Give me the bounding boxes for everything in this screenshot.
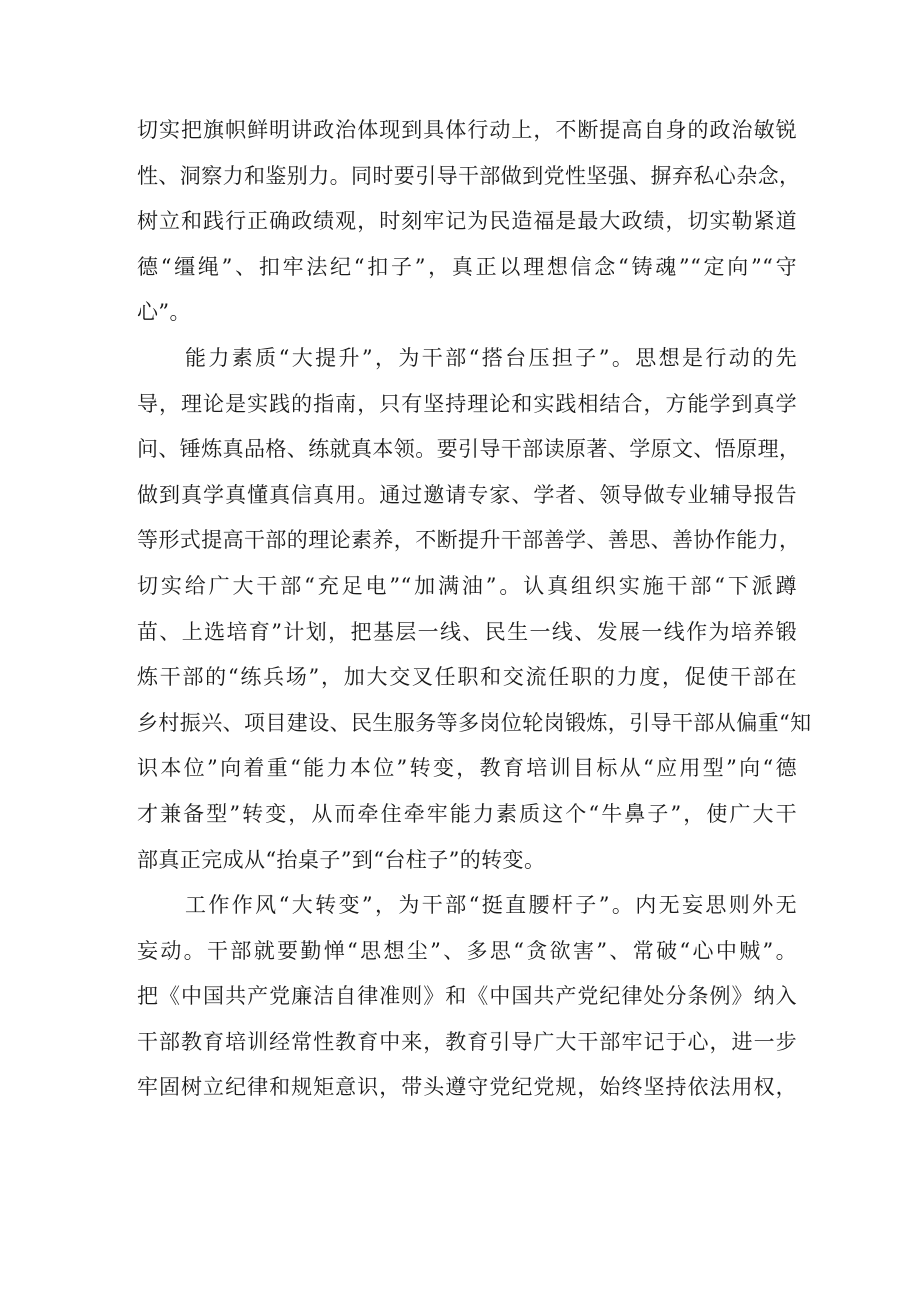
text-line: 导，理论是实践的指南，只有坚持理论和实践相结合，方能学到真学 (137, 391, 797, 416)
text-line: 工作作风“大转变”，为干部“挺直腰杆子”。内无妄思则外无 (185, 893, 797, 918)
text-line: 能力素质“大提升”，为干部“搭台压担子”。思想是行动的先 (185, 345, 797, 370)
text-line: 德“缰绳”、扣牢法纪“扣子”，真正以理想信念“铸魂”“定向”“守 (137, 254, 797, 279)
text-line: 性、洞察力和鉴别力。同时要引导干部做到党性坚强、摒弃私心杂念， (137, 163, 801, 188)
text-line: 树立和践行正确政绩观，时刻牢记为民造福是最大政绩，切实勒紧道 (137, 209, 797, 234)
text-line: 苗、上选培育”计划，把基层一线、民生一线、发展一线作为培养锻 (137, 619, 797, 644)
text-line: 等形式提高干部的理论素养，不断提升干部善学、善思、善协作能力， (137, 528, 801, 553)
text-line: 牢固树立纪律和规矩意识，带头遵守党纪党规，始终坚持依法用权， (137, 1075, 797, 1100)
text-line: 才兼备型”转变，从而牵住牵牢能力素质这个“牛鼻子”，使广大干 (137, 801, 797, 826)
text-line: 识本位”向着重“能力本位”转变，教育培训目标从“应用型”向“德 (137, 756, 797, 781)
text-line: 切实把旗帜鲜明讲政治体现到具体行动上，不断提高自身的政治敏锐 (137, 118, 797, 142)
text-line: 切实给广大干部“充足电”“加满油”。认真组织实施干部“下派蹲 (137, 573, 797, 598)
text-line: 做到真学真懂真信真用。通过邀请专家、学者、领导做专业辅导报告 (137, 482, 797, 507)
text-line: 部真正完成从“抬桌子”到“台柱子”的转变。 (137, 847, 546, 872)
text-line: 问、锤炼真品格、练就真本领。要引导干部读原著、学原文、悟原理， (137, 437, 801, 462)
text-line: 妄动。干部就要勤惮“思想尘”、多思“贪欲害”、常破“心中贼”。 (137, 938, 797, 963)
body-text (137, 108, 812, 1111)
text-line: 炼干部的“练兵场”，加大交叉任职和交流任职的力度，促使干部在 (137, 665, 797, 690)
paragraph-3 (137, 883, 797, 1111)
text-line: 心”。 (137, 300, 191, 325)
text-line: 把《中国共产党廉洁自律准则》和《中国共产党纪律处分条例》纳入 (137, 984, 797, 1009)
paragraph-1 (137, 108, 801, 336)
paragraph-2 (137, 336, 812, 883)
text-line: 干部教育培训经常性教育中来，教育引导广大干部牢记于心，进一步 (137, 1029, 797, 1054)
text-line: 乡村振兴、项目建设、民生服务等多岗位轮岗锻炼，引导干部从偏重“知 (137, 710, 812, 735)
